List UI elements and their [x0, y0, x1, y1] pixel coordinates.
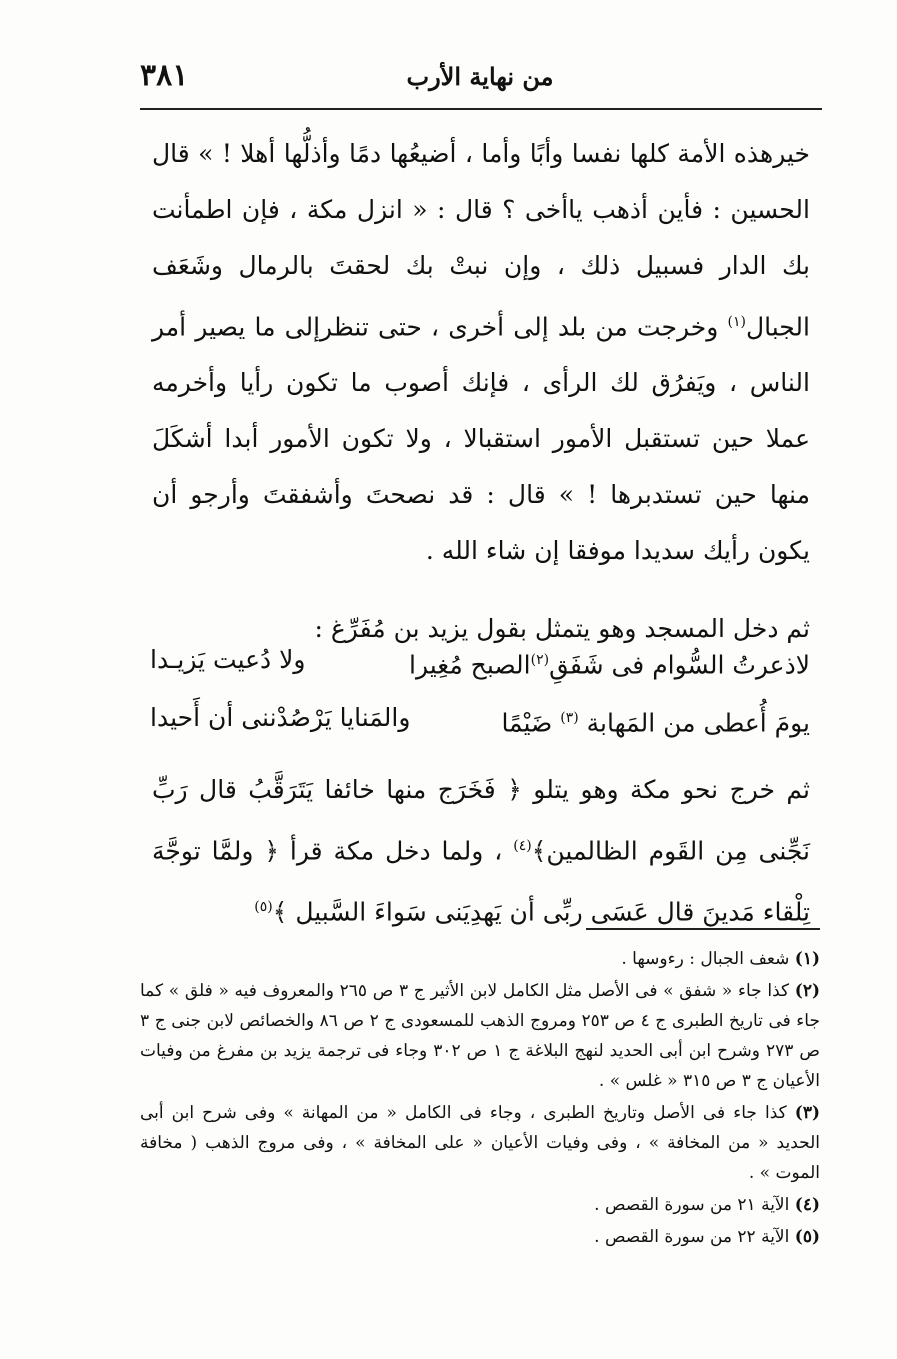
page-header	[140, 58, 820, 102]
paragraph-2-text: ثم خرج نحو مكة وهو يتلو ﴿ فَخَرَج منها خائفا يَتَرَقَّبُ قال رَبِّ نَجِّنى مِن القَوم الظالمين﴾	[152, 775, 810, 866]
footnote-ref-5: (٥)	[254, 899, 273, 916]
footnote-ref-1: (١)	[727, 314, 746, 330]
footnote-number: (١)	[794, 949, 820, 969]
footnotes	[140, 944, 820, 1252]
paragraph-2	[152, 762, 810, 941]
verse-2-right-text: يومَ أُعطى من المَهابة	[586, 708, 810, 738]
footnote-text: كذا جاء فى الأصل وتاريخ الطبرى ، وجاء فى الكامل « من المهانة » وفى شرح ابن أبى الحديد « من المخافة » ، وفى وفيات الأعيان « على المخافة » ، وفى مروج الذهب ( مخافة الموت » .	[140, 1103, 820, 1183]
footnote-4	[140, 1190, 820, 1220]
verse-line-2	[150, 690, 810, 748]
paragraph-1	[152, 126, 810, 579]
paragraph-2-continued: ، ولما دخل مكة قرأ ﴿ ولمَّا توجَّهَ تِلْقاء مَدينَ قال عَسَى ربِّى أن يَهدِيَنى سَواءَ السَّبيل ﴾	[152, 836, 810, 927]
header-rule	[140, 108, 822, 110]
verse-1-mid-text: الصبح مُغِيرا	[409, 650, 531, 680]
paragraph-1-text: خيرهذه الأمة كلها نفسا وأبًا وأما ، أضيعُها دمًا وأذلُّها أهلا ! » قال الحسين : فأين أذهب ياأخى ؟ قال : « انزل مكة ، فإن اطمأنت بك الدار فسبيل ذلك ، وإن نبتْ بك لحقتَ بالرمال وشَعَف الجبال	[152, 139, 810, 342]
verse-intro: ثم دخل المسجد وهو يتمثل بقول يزيد بن مُفَرِّغ :	[314, 614, 810, 644]
footnote-text: الآية ٢١ من سورة القصص .	[594, 1195, 790, 1215]
verse-1-first-hemistich	[409, 632, 810, 690]
footnote-ref-3: (٣)	[560, 710, 579, 726]
running-title: من نهاية الأرب	[406, 62, 554, 91]
verse-2-first-hemistich	[501, 690, 810, 748]
page-number: ٣٨١	[140, 58, 189, 93]
main-text	[152, 126, 810, 657]
verse-block	[150, 632, 810, 748]
verse-line-1	[150, 632, 810, 690]
footnote-number: (٤)	[794, 1195, 820, 1215]
verse-1-right-text: لاذعرتُ السُّوام فى شَفَقِ	[549, 650, 810, 680]
verse-2-second-hemistich: والمَنايا يَرْصُدْننى أن أَحيدا	[150, 703, 411, 732]
footnote-text: كذا جاء « شفق » فى الأصل مثل الكامل لابن الأثير ج ٣ ص ٢٦٥ والمعروف فيه « فلق » كما جاء فى تاريخ الطبرى ج ٤ ص ٢٥٣ ومروج الذهب للمسعودى ج ٢ ص ٨٦ والخصائص لابن جنى ج ٣ ص ٢٧٣ وشرح ابن أبى الحديد لنهج البلاغة ج ١ ص ٣٠٢ وجاء فى ترجمة يزيد بن مفرغ من وفيات الأعيان ج ٣ ص ٣١٥ « غلس » .	[140, 981, 820, 1091]
paragraph-1-continued: وخرجت من بلد إلى أخرى ، حتى تنظرإلى ما يصير أمر الناس ، ويَفرُق لك الرأى ، فإنك أصوب ما تكون رأيا وأخرمه عملا حين تستقبل الأمور استقبالا ، ولا تكون الأمور أبدا أشكَلَ منها حين تستدبرها ! » قال : قد نصحتَ وأشفقتَ وأرجو أن يكون رأيك سديدا موفقا إن شاء الله .	[152, 312, 810, 566]
footnote-text: شعف الجبال : رءوسها .	[621, 949, 790, 969]
verse-2-mid-text: ضَيْمًا	[501, 708, 553, 738]
footnote-2	[140, 976, 820, 1096]
footnote-number: (٢)	[794, 981, 821, 1001]
footnote-number: (٥)	[794, 1227, 820, 1247]
footnote-rule	[586, 928, 820, 930]
footnote-1	[140, 944, 820, 974]
footnote-text: الآية ٢٢ من سورة القصص .	[594, 1227, 790, 1247]
verse-1-second-hemistich: ولا دُعيت يَزيـدا	[150, 645, 306, 674]
footnote-3	[140, 1098, 820, 1188]
footnote-ref-4: (٤)	[513, 838, 532, 854]
footnote-ref-2: (٢)	[530, 652, 550, 668]
footnote-5	[140, 1222, 820, 1252]
footnote-number: (٣)	[794, 1103, 821, 1123]
